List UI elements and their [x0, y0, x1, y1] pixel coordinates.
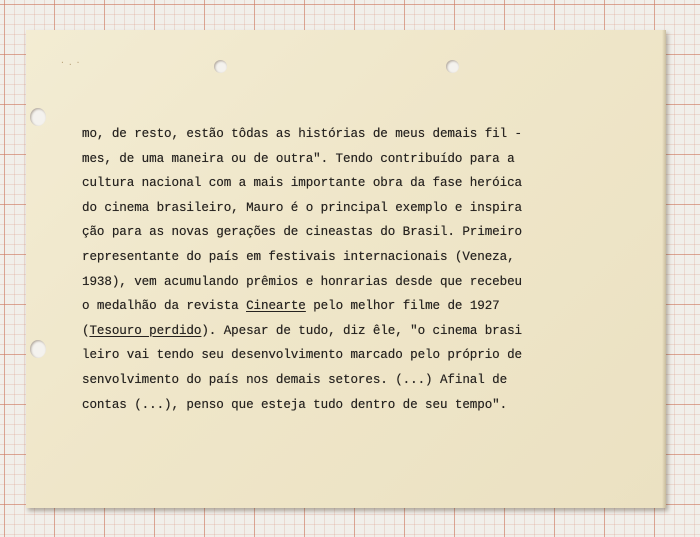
text-segment: 1938), vem acumulando prêmios e honrarias desde que recebeu — [82, 274, 522, 289]
paper-stain: ·.· — [60, 58, 84, 67]
text-segment: do cinema brasileiro, Mauro é o principal exemplo e inspira — [82, 200, 522, 215]
underlined-title: Cinearte — [246, 299, 306, 314]
text-line — [82, 196, 642, 221]
typewritten-text — [82, 122, 642, 417]
text-segment: leiro vai tendo seu desenvolvimento marcado pelo próprio de — [82, 348, 522, 363]
text-segment: representante do país em festivais internacionais (Veneza, — [82, 249, 515, 264]
text-segment: o medalhão da revista — [82, 299, 247, 314]
text-segment: mes, de uma maneira ou de outra". Tendo contribuído para a — [82, 151, 515, 166]
text-line — [82, 294, 642, 319]
text-line — [82, 220, 642, 245]
text-line — [82, 319, 642, 344]
text-segment: mo, de resto, estão tôdas as histórias de meus demais fil - — [82, 127, 522, 141]
text-segment: ção para as novas gerações de cineastas do Brasil. Primeiro — [82, 225, 522, 240]
text-line — [82, 171, 642, 196]
text-line — [82, 122, 642, 147]
text-segment: pelo melhor filme de 1927 — [305, 299, 500, 314]
punch-hole — [30, 108, 46, 126]
punch-hole — [30, 340, 46, 358]
text-segment: contas (...), penso que esteja tudo dentro de seu tempo". — [82, 397, 508, 412]
text-line — [82, 368, 642, 393]
text-segment: senvolvimento do país nos demais setores. (...) Afinal de — [82, 372, 508, 387]
text-segment: ). Apesar de tudo, diz êle, "o cinema brasi — [201, 323, 523, 338]
text-line — [82, 393, 642, 418]
punch-hole — [446, 60, 459, 73]
text-line — [82, 245, 642, 270]
text-line — [82, 343, 642, 368]
punch-hole — [214, 60, 227, 73]
text-line — [82, 147, 642, 172]
text-segment: cultura nacional com a mais importante obra da fase heróica — [82, 176, 522, 191]
underlined-title: Tesouro perdido — [89, 323, 202, 338]
text-line — [82, 270, 642, 295]
text-segment: ( — [82, 323, 90, 338]
